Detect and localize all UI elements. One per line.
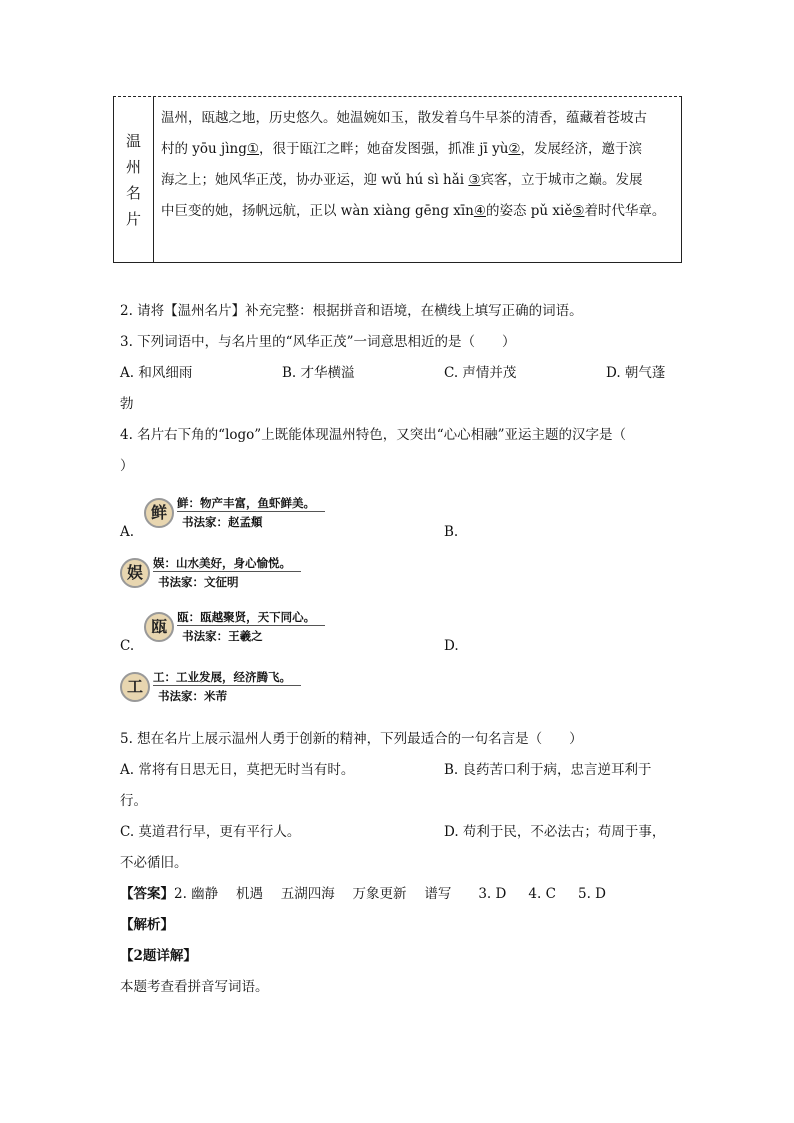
- q4-row-ab: [120, 496, 682, 542]
- option-c: C. 莫道君行早，更有平行人。: [120, 824, 301, 840]
- q3-options: [120, 358, 682, 389]
- option-b-cont: 行。: [120, 793, 147, 809]
- label-char: 片: [125, 209, 141, 228]
- logo-yu: 娱 娱：山水美好，身心愉悦。 书法家：文征明: [120, 556, 335, 592]
- detail-text: 本题考查看拼音写词语。: [120, 979, 269, 995]
- option-b: B.: [444, 524, 459, 540]
- question-4-cont: ）: [120, 458, 134, 474]
- answer: 【答案】2. 幽静 机遇 五湖四海 万象更新 谱写 3. D 4. C 5. D: [120, 886, 606, 902]
- q5-options-ab: [120, 755, 682, 786]
- logo-xian: 鲜 鲜：物产丰富，鱼虾鲜美。 书法家：赵孟頫: [144, 496, 359, 532]
- card-line: 村的 yōu jìng①，很于瓯江之畔；她奋发图强，抓准 jī yù②，发展经济，邀于滨: [161, 141, 643, 157]
- option-d: D.: [444, 638, 459, 654]
- wenzhou-card-table: [113, 96, 682, 263]
- card-body: [154, 97, 681, 262]
- q5-options-cd: [120, 817, 682, 848]
- card-line: 温州，瓯越之地，历史悠久。她温婉如玉，散发着乌牛早茶的清香，蕴藏着苍坡古: [161, 110, 647, 126]
- option-a: A. 常将有日思无日，莫把无时当有时。: [120, 762, 355, 778]
- card-line: 中巨变的她，扬帆远航，正以 wàn xiàng gēng xīn④的姿态 pǔ xiě⑤着时代华章。: [161, 203, 666, 219]
- card-line: 海之上；她风华正茂，协办亚运，迎 wǔ hú sì hǎi ③宾客，立于城市之巅。发展: [161, 172, 643, 188]
- seal-icon: 娱: [120, 558, 150, 588]
- option-c: C.: [120, 638, 135, 654]
- question-2: 2. 请将【温州名片】补充完整：根据拼音和语境，在横线上填写正确的词语。: [120, 303, 583, 319]
- question-3: 3. 下列词语中，与名片里的“风华正茂”一词意思相近的是（ ）: [120, 334, 516, 350]
- option-d-cont: 不必循旧。: [120, 855, 188, 871]
- question-5: 5. 想在名片上展示温州人勇于创新的精神，下列最适合的一句名言是（ ）: [120, 731, 583, 747]
- option-d-cont: 勃: [120, 396, 134, 412]
- option-d: D. 朝气蓬: [606, 365, 666, 381]
- logo-yu-block: [120, 556, 682, 596]
- option-d: D. 苟利于民，不必法古；苟周于事，: [444, 824, 666, 840]
- card-label: [114, 97, 154, 262]
- seal-icon: 工: [120, 672, 150, 702]
- option-c: C. 声情并茂: [444, 365, 517, 381]
- logo-gong-block: [120, 670, 682, 710]
- label-char: 州: [125, 157, 141, 176]
- option-a: A.: [120, 524, 135, 540]
- detail-heading: 【2题详解】: [120, 948, 197, 964]
- q4-row-cd: [120, 610, 682, 656]
- seal-icon: 瓯: [144, 612, 174, 642]
- label-char: 名: [125, 183, 141, 202]
- logo-ou: 瓯 瓯：瓯越聚贤，天下同心。 书法家：王羲之: [144, 610, 359, 646]
- question-4: 4. 名片右下角的“logo”上既能体现温州特色，又突出“心心相融”亚运主题的汉字是（: [120, 427, 626, 443]
- option-b: B. 才华横溢: [282, 365, 355, 381]
- option-a: A. 和风细雨: [120, 365, 193, 381]
- logo-gong: 工 工：工业发展，经济腾飞。 书法家：米芾: [120, 670, 335, 706]
- analysis-heading: 【解析】: [120, 917, 174, 933]
- seal-icon: 鲜: [144, 498, 174, 528]
- label-char: 温: [125, 131, 141, 150]
- option-b: B. 良药苦口利于病，忠言逆耳利于: [444, 762, 652, 778]
